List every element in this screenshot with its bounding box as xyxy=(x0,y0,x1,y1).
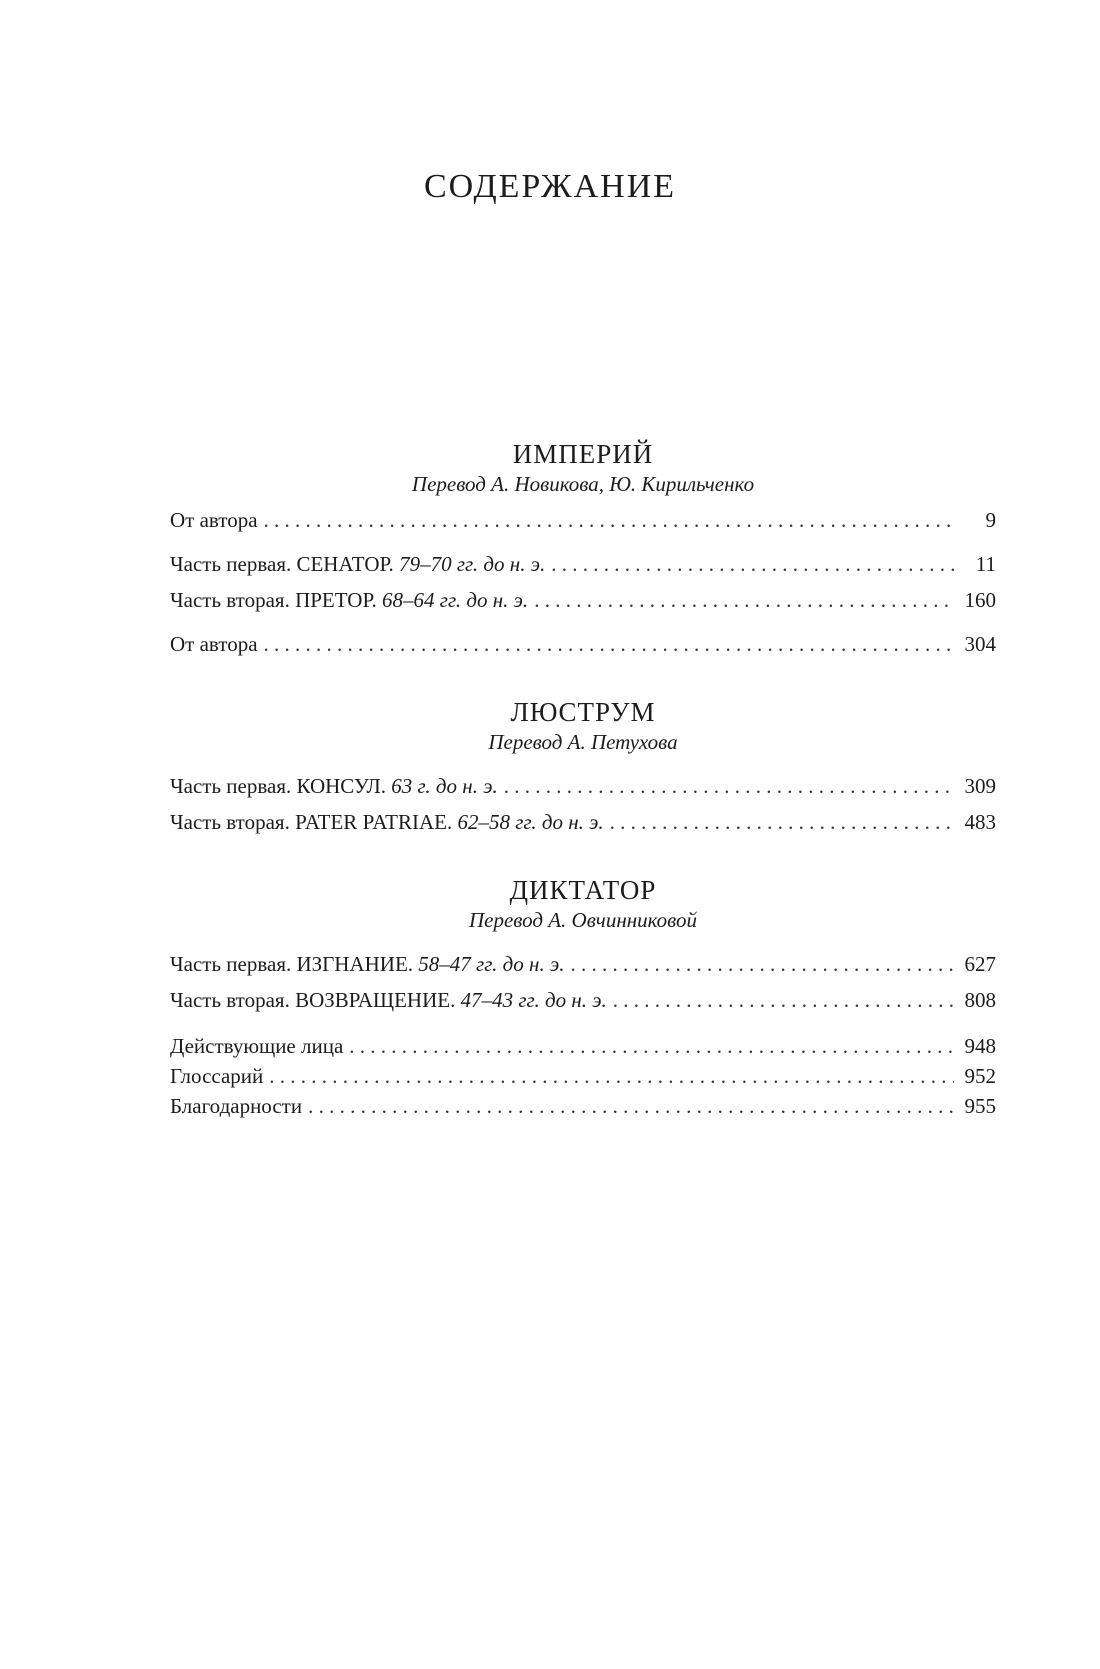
dot-leader xyxy=(534,586,954,614)
dot-leader xyxy=(269,1062,954,1090)
dot-leader xyxy=(264,630,954,658)
book-section xyxy=(170,874,996,1014)
entry-label: Благодарности xyxy=(170,1094,303,1118)
entry-label: От автора xyxy=(170,508,258,532)
toc-entry[interactable] xyxy=(170,950,996,978)
entry-date-range: 79–70 гг. до н. э. xyxy=(399,552,546,576)
entry-label: Глоссарий xyxy=(170,1064,264,1088)
entry-label: Часть вторая. ПРЕТОР. 68–64 гг. до н. э. xyxy=(170,588,529,612)
dot-leader xyxy=(504,772,954,800)
entry-page: 304 xyxy=(964,632,996,656)
book-translator: Перевод А. Овчинниковой xyxy=(468,908,698,932)
entry-page: 9 xyxy=(985,508,996,532)
entry-page: 955 xyxy=(964,1094,996,1118)
entry-label: Часть вторая. PATER PATRIAE. 62–58 гг. до н. э. xyxy=(170,810,604,834)
dot-leader xyxy=(570,950,954,978)
toc-entry[interactable] xyxy=(170,586,996,614)
toc-entry[interactable] xyxy=(170,550,996,578)
toc-entry[interactable] xyxy=(170,808,996,836)
dot-leader xyxy=(308,1092,954,1120)
table-of-contents xyxy=(170,438,996,1120)
toc-entry[interactable] xyxy=(170,630,996,658)
book-section xyxy=(170,696,996,836)
entry-date-range: 58–47 гг. до н. э. xyxy=(418,952,565,976)
book-translator: Перевод А. Новикова, Ю. Кирильченко xyxy=(411,472,755,496)
toc-entry[interactable] xyxy=(170,1032,996,1060)
entry-date-range: 68–64 гг. до н. э. xyxy=(382,588,529,612)
entry-page: 11 xyxy=(975,552,996,576)
entry-label: Часть первая. ИЗГНАНИЕ. 58–47 гг. до н. э. xyxy=(170,952,565,976)
entry-label: От автора xyxy=(170,632,258,656)
entry-page: 948 xyxy=(964,1034,996,1058)
entry-page: 627 xyxy=(964,952,996,976)
dot-leader xyxy=(610,808,954,836)
dot-leader xyxy=(551,550,954,578)
entry-date-range: 47–43 гг. до н. э. xyxy=(460,988,607,1012)
book-translator: Перевод А. Петухова xyxy=(488,730,678,754)
entry-label: Действующие лица xyxy=(170,1034,344,1058)
entry-label: Часть первая. КОНСУЛ. 63 г. до н. э. xyxy=(170,774,498,798)
book-title: ИМПЕРИЙ xyxy=(512,439,654,469)
toc-entry[interactable] xyxy=(170,506,996,534)
entry-page: 309 xyxy=(964,774,996,798)
dot-leader xyxy=(264,506,954,534)
book-title: ДИКТАТОР xyxy=(509,875,657,905)
book-title: ЛЮСТРУМ xyxy=(510,697,656,727)
entry-date-range: 62–58 гг. до н. э. xyxy=(457,810,604,834)
entry-page: 483 xyxy=(964,810,996,834)
entry-label: Часть вторая. ВОЗВРАЩЕНИЕ. 47–43 гг. до н. э. xyxy=(170,988,607,1012)
page-title: СОДЕРЖАНИЕ xyxy=(423,168,677,205)
toc-entry[interactable] xyxy=(170,1062,996,1090)
dot-leader xyxy=(613,986,954,1014)
entry-page: 808 xyxy=(964,988,996,1012)
appendix-section xyxy=(170,1032,996,1120)
dot-leader xyxy=(349,1032,954,1060)
toc-entry[interactable] xyxy=(170,1092,996,1120)
book-section xyxy=(170,438,996,658)
entry-page: 952 xyxy=(964,1064,996,1088)
entry-page: 160 xyxy=(964,588,996,612)
entry-date-range: 63 г. до н. э. xyxy=(391,774,498,798)
toc-entry[interactable] xyxy=(170,772,996,800)
toc-entry[interactable] xyxy=(170,986,996,1014)
entry-label: Часть первая. СЕНАТОР. 79–70 гг. до н. э. xyxy=(170,552,546,576)
